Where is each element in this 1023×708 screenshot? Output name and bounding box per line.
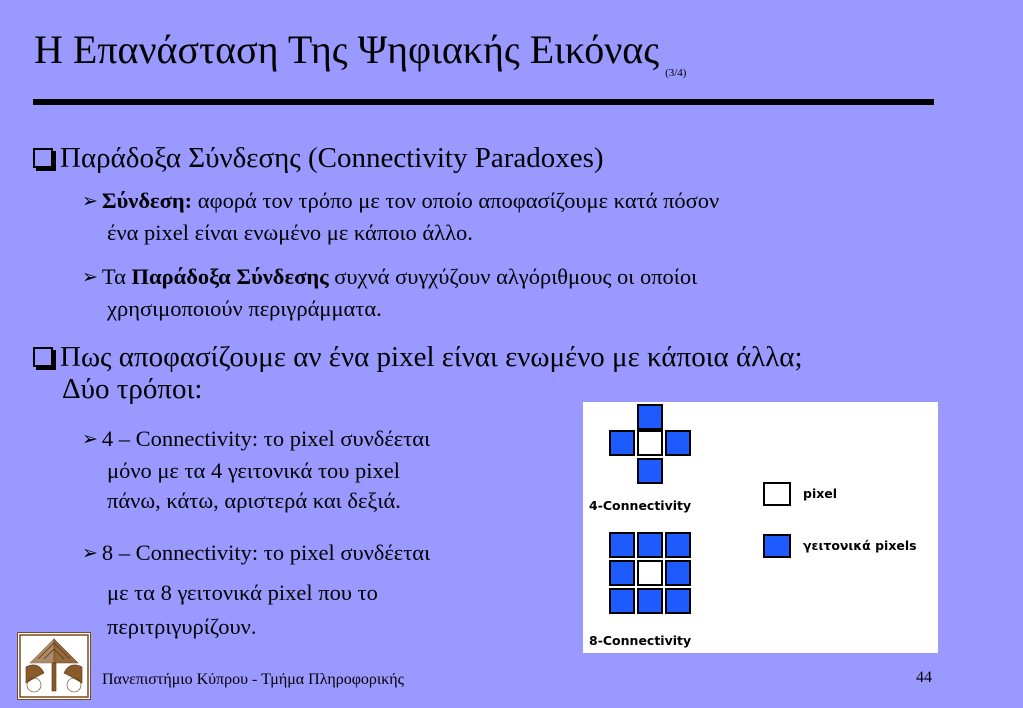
page-number: 44 [916, 669, 932, 686]
footer-institution: Πανεπιστήμιο Κύπρου - Τμήμα Πληροφορικής [102, 671, 404, 688]
sub-bullet-4-connectivity [82, 424, 430, 516]
neighbor-pixel-cell [609, 588, 635, 614]
sub-bullet-text: 8 – Connectivity: το pixel συνδέεται [101, 540, 431, 565]
center-pixel-cell [637, 430, 663, 456]
connectivity-figure [583, 402, 938, 653]
square-bullet-icon [33, 148, 53, 168]
arrow-bullet-icon: ➢ [82, 191, 98, 212]
legend-pixel-swatch [763, 482, 791, 506]
neighbor-pixel-cell [637, 588, 663, 614]
sub-bullet-text-continued: χρησιμοποιούν περιγράμματα. [107, 296, 382, 321]
legend-pixel-label: pixel [803, 486, 838, 501]
university-logo [17, 632, 91, 700]
neighbor-pixel-cell [637, 532, 663, 558]
title-underline [33, 99, 934, 105]
label-8-connectivity: 8-Connectivity [589, 633, 692, 648]
neighbor-pixel-cell [609, 430, 635, 456]
bullet-text: Πως αποφασίζουμε αν ένα pixel είναι ενωμένο με κάποια άλλα; [60, 341, 803, 373]
neighbor-pixel-cell [665, 430, 691, 456]
neighbor-pixel-cell [609, 560, 635, 586]
sub-bullet-text: 4 – Connectivity: το pixel συνδέεται [101, 426, 431, 451]
arrow-bullet-icon: ➢ [82, 543, 98, 564]
sub-bullet-text: αφορά τον τρόπο με τον οποίο αποφασίζουμε κατά πόσον [192, 188, 720, 213]
square-bullet-icon [33, 347, 53, 367]
sub-bullet-connectivity [82, 186, 719, 248]
slide-title [34, 26, 687, 79]
neighbor-pixel-cell [637, 458, 663, 484]
bullet-how-to-decide [33, 341, 803, 405]
sub-bullet-8-connectivity [82, 534, 430, 642]
bullet-connectivity-paradoxes [33, 142, 604, 174]
center-pixel-cell [637, 560, 663, 586]
sub-bullet-text-continued: περιτριγυρίζουν. [107, 614, 257, 639]
neighbor-pixel-cell [665, 588, 691, 614]
neighbor-pixel-cell [637, 404, 663, 430]
bold-term: Σύνδεση: [101, 188, 193, 213]
sub-bullet-text-continued: μόνο με τα 4 γειτονικά του pixel [107, 458, 401, 483]
bullet-text: Παράδοξα Σύνδεσης (Connectivity Paradoxes) [60, 142, 604, 174]
neighbor-pixel-cell [665, 560, 691, 586]
label-4-connectivity: 4-Connectivity [589, 498, 692, 513]
neighbor-pixel-cell [609, 532, 635, 558]
slide-title-text: Η Επανάσταση Της Ψηφιακής Εικόνας [34, 27, 660, 72]
legend-neighbor-label: γειτονικά pixels [803, 538, 917, 553]
neighbor-pixel-cell [665, 532, 691, 558]
sub-bullet-text: συχνά συγχύζουν αλγόριθμους οι οποίοι [328, 264, 698, 289]
sub-bullet-text-continued: ένα pixel είναι ενωμένο με κάποιο άλλο. [107, 220, 473, 245]
arrow-bullet-icon: ➢ [82, 267, 98, 288]
arrow-bullet-icon: ➢ [82, 429, 98, 450]
slide-part: (3/4) [665, 67, 687, 79]
sub-bullet-text-continued: με τα 8 γειτονικά pixel που το [107, 580, 378, 605]
cyprus-tree-logo-icon [18, 633, 90, 699]
bullet-text-continued: Δύο τρόποι: [62, 373, 203, 405]
sub-bullet-paradoxes [82, 262, 697, 324]
legend-neighbor-swatch [763, 534, 791, 558]
bold-term: Παράδοξα Σύνδεσης [131, 264, 329, 289]
sub-bullet-prefix: Τα [101, 264, 132, 289]
sub-bullet-text-continued: πάνω, κάτω, αριστερά και δεξιά. [107, 488, 401, 513]
